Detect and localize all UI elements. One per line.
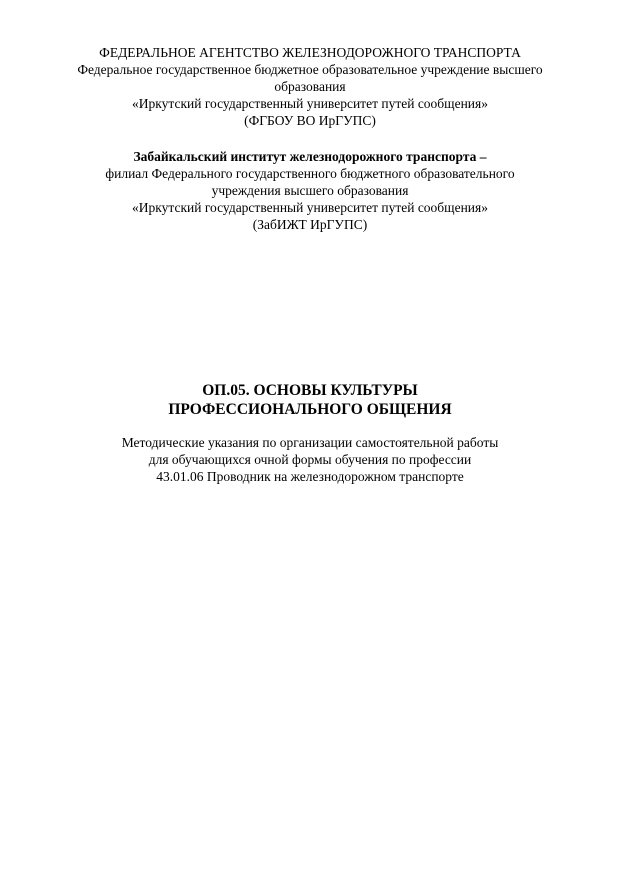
institute-abbreviation: (ЗабИЖТ ИрГУПС) (252, 217, 368, 232)
header-block (40, 44, 580, 129)
institute-line-2: филиал Федерального государственного бюджетного образовательного (105, 166, 515, 181)
institute-name: Забайкальский институт железнодорожного транспорта – (133, 149, 487, 164)
title-line-2: ПРОФЕССИОНАЛЬНОГО ОБЩЕНИЯ (168, 401, 452, 418)
institute-block (40, 148, 580, 233)
title-line-1: ОП.05. ОСНОВЫ КУЛЬТУРЫ (202, 382, 418, 399)
agency-name: ФЕДЕРАЛЬНОЕ АГЕНТСТВО ЖЕЛЕЗНОДОРОЖНОГО ТРАНСПОРТА (99, 45, 521, 60)
description-line-2: для обучающихся очной формы обучения по профессии (148, 452, 472, 467)
description-line-1: Методические указания по организации самостоятельной работы (121, 435, 499, 450)
institute-line-3: учреждения высшего образования (211, 183, 409, 198)
document-description (40, 434, 580, 485)
institution-line-2: образования (274, 79, 346, 94)
institute-university: «Иркутский государственный университет путей сообщения» (132, 200, 488, 215)
university-abbreviation: (ФГБОУ ВО ИрГУПС) (244, 113, 376, 128)
university-name: «Иркутский государственный университет путей сообщения» (132, 96, 488, 111)
document-title (40, 381, 580, 419)
institution-line-1: Федеральное государственное бюджетное образовательное учреждение высшего (77, 62, 543, 77)
description-line-3: 43.01.06 Проводник на железнодорожном транспорте (156, 469, 464, 484)
